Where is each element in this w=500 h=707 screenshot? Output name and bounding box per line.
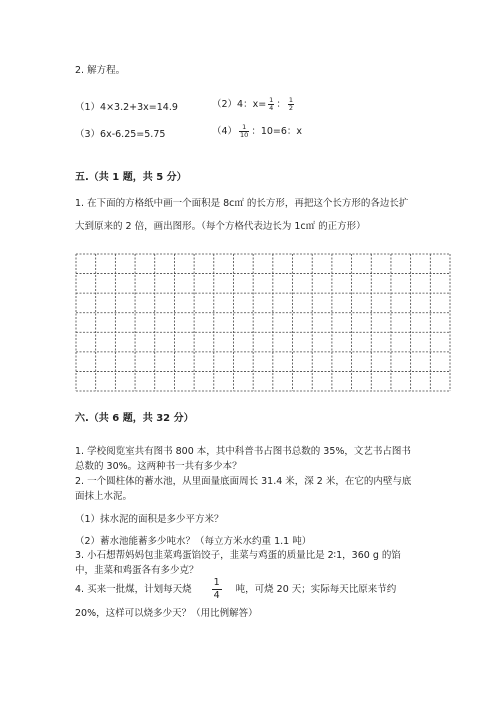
- fraction-denominator: 10: [240, 131, 249, 139]
- fraction-1-2: [288, 97, 294, 112]
- s6-question-4-prefix: 4. 买来一批煤，计划每天烧: [75, 584, 192, 595]
- s6-question-4-suffix: 吨，可烧 20 天；实际每天比原来节约: [235, 584, 397, 595]
- s5-question-1-line-2: 大到原来的 2 倍，画出图形。（每个方格代表边长为 1c㎡ 的正方形）: [75, 221, 366, 232]
- s6-question-1-line-1: 1. 学校阅览室共有图书 800 本，其中科普书占图书总数的 35%，文艺书占图书: [75, 446, 411, 457]
- section-6-heading: 六.（共 6 题，共 32 分）: [75, 413, 194, 424]
- s5-question-1-line-1: 1. 在下面的方格纸中画一个面积是 8c㎡ 的长方形，再把这个长方形的各边长扩: [75, 198, 409, 209]
- grid-paper: [75, 253, 451, 392]
- fraction-1-4: [268, 97, 274, 112]
- equation-2: [212, 96, 296, 112]
- s6-question-1-line-2: 总数的 30%。这两种书一共有多少本？: [75, 461, 242, 472]
- s6-question-3-line-2: 中，韭菜和鸡蛋各有多少克？: [75, 565, 199, 576]
- s6-question-2-sub-2: （2）蓄水池能蓄多少吨水？（每立方米水约重 1.1 吨）: [75, 536, 312, 547]
- equation-4-suffix: ：10=6：x: [251, 126, 303, 137]
- s6-question-4-line-1: [75, 577, 396, 602]
- s6-question-2-line-2: 面抹上水泥。: [75, 491, 133, 502]
- equation-4: [212, 123, 302, 139]
- equation-4-prefix: （4）: [212, 126, 238, 137]
- s6-question-4-line-2: 20%，这样可以烧多少天？（用比例解答）: [75, 608, 258, 619]
- fraction-numerator: 1: [213, 577, 220, 588]
- fraction-numerator: 1: [288, 96, 293, 104]
- equation-2-prefix: （2）4：x=: [212, 99, 267, 110]
- q2-title: 2. 解方程。: [75, 65, 126, 76]
- fraction-numerator: 1: [239, 124, 249, 132]
- equation-1: （1）4×3.2+3x=14.9: [75, 102, 178, 113]
- fraction-denominator: 4: [213, 590, 220, 601]
- fraction-denominator: 2: [288, 104, 293, 112]
- fraction-numerator: 1: [269, 96, 274, 104]
- equation-2-colon: ：: [276, 99, 286, 110]
- fraction-1-10: [239, 124, 249, 139]
- equation-3: （3）6x-6.25=5.75: [75, 129, 166, 140]
- section-5-heading: 五.（共 1 题，共 5 分）: [75, 172, 187, 183]
- s6-question-3-line-1: 3. 小石想帮妈妈包韭菜鸡蛋馅饺子，韭菜与鸡蛋的质量比是 2∶1，360 g 的馅: [75, 550, 401, 561]
- fraction-1-4: [212, 577, 222, 602]
- s6-question-2-sub-1: （1）抹水泥的面积是多少平方米？: [75, 514, 224, 525]
- s6-question-2-line-1: 2. 一个圆柱体的蓄水池，从里面量底面周长 31.4 米，深 2 米，在它的内壁与底: [75, 476, 412, 487]
- fraction-denominator: 4: [269, 104, 274, 112]
